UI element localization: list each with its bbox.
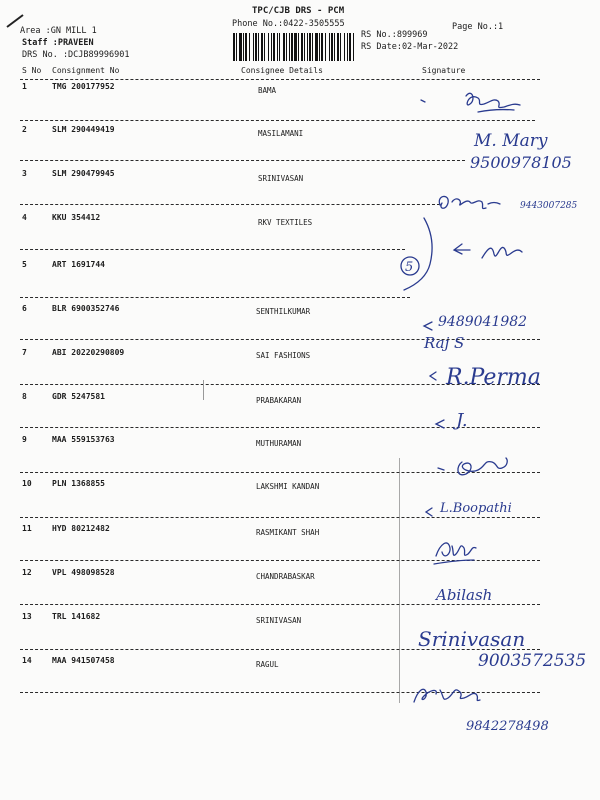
row-consignee: PRABAKARAN bbox=[256, 396, 302, 405]
row-sno: 2 bbox=[22, 125, 27, 134]
row-sno: 4 bbox=[22, 213, 27, 222]
row-consignment: ART 1691744 bbox=[52, 260, 105, 269]
row-consignment: TMG 200177952 bbox=[52, 82, 115, 91]
row-consignee: MUTHURAMAN bbox=[256, 439, 302, 448]
signature-6-phone: 9489041982 bbox=[438, 314, 528, 330]
row-sno: 6 bbox=[22, 304, 27, 313]
col-header-consignment: Consignment No bbox=[52, 66, 120, 75]
row-consignment: BLR 6900352746 bbox=[52, 304, 120, 313]
header-divider bbox=[20, 79, 540, 80]
signature-10-mark bbox=[426, 508, 432, 516]
row-divider bbox=[20, 339, 540, 340]
signature-8-name: J. bbox=[456, 410, 468, 431]
row-divider bbox=[20, 297, 410, 298]
signature-5-circled-number: 5 bbox=[405, 260, 414, 275]
rs-date: RS Date:02-Mar-2022 bbox=[361, 42, 459, 52]
signature-7-mark bbox=[430, 372, 436, 380]
signature-11-scribble bbox=[436, 543, 476, 556]
row-divider bbox=[20, 604, 540, 605]
row-sno: 1 bbox=[22, 82, 27, 91]
row-consignment: MAA 559153763 bbox=[52, 435, 115, 444]
row-sno: 13 bbox=[22, 612, 32, 621]
row-sno: 14 bbox=[22, 656, 32, 665]
signature-6-mark bbox=[424, 322, 432, 330]
row-consignment: SLM 290479945 bbox=[52, 169, 115, 178]
row-consignment: SLM 290449419 bbox=[52, 125, 115, 134]
row-divider bbox=[20, 560, 540, 561]
signature-6-name: Raj S bbox=[424, 334, 465, 352]
signature-3-scribble bbox=[439, 196, 500, 208]
row-sno: 7 bbox=[22, 348, 27, 357]
row-sno: 5 bbox=[22, 260, 27, 269]
signature-2-name: M. Mary bbox=[474, 131, 548, 151]
row-consignee: SRINIVASAN bbox=[256, 616, 302, 625]
signature-2-phone: 9500978105 bbox=[470, 153, 572, 172]
barcode-icon bbox=[231, 33, 357, 61]
signature-14-phone: 9842278498 bbox=[466, 719, 549, 734]
row-consignee: RKV TEXTILES bbox=[258, 218, 313, 227]
row-divider bbox=[20, 517, 540, 518]
row-sno: 8 bbox=[22, 392, 27, 401]
row-consignee: BAMA bbox=[258, 86, 277, 95]
row-consignment: TRL 141682 bbox=[52, 612, 101, 621]
row-consignee: CHANDRABASKAR bbox=[256, 572, 315, 581]
row-divider bbox=[20, 472, 540, 473]
row-sno: 11 bbox=[22, 524, 32, 533]
row-divider bbox=[20, 427, 540, 428]
page-number: Page No.:1 bbox=[452, 22, 504, 32]
row-divider bbox=[20, 249, 405, 250]
row-sno: 10 bbox=[22, 479, 32, 488]
row-consignee: SENTHILKUMAR bbox=[256, 307, 311, 316]
row-consignment: GDR 5247581 bbox=[52, 392, 105, 401]
signature-3-phone: 9443007285 bbox=[520, 201, 578, 211]
col-header-sno: S No bbox=[22, 66, 42, 75]
signature-4-flourish bbox=[404, 218, 470, 290]
signature-1-underline bbox=[478, 110, 514, 112]
row-divider bbox=[20, 120, 535, 121]
circled-number-icon bbox=[401, 257, 419, 275]
col-header-consignee: Consignee Details bbox=[241, 66, 323, 75]
col-header-signature: Signature bbox=[422, 66, 466, 75]
row-consignee: MASILAMANI bbox=[258, 129, 304, 138]
row-divider bbox=[20, 384, 540, 385]
row-divider bbox=[20, 160, 465, 161]
signature-10-name: L.Boopathi bbox=[440, 501, 512, 516]
row-consignee: RASMIKANT SHAH bbox=[256, 528, 320, 537]
row-consignee: RAGUL bbox=[256, 660, 279, 669]
row-consignee: LAKSHMI KANDAN bbox=[256, 482, 320, 491]
row-consignment: ABI 20220290809 bbox=[52, 348, 125, 357]
scan-line bbox=[399, 458, 400, 703]
area-label: Area :GN MILL 1 bbox=[20, 26, 97, 36]
signature-4-scribble bbox=[482, 247, 522, 258]
row-consignment: PLN 1368855 bbox=[52, 479, 105, 488]
row-consignment: HYD 80212482 bbox=[52, 524, 110, 533]
row-consignee: SAI FASHIONS bbox=[256, 351, 311, 360]
signature-12-name: Abilash bbox=[436, 586, 493, 604]
row-consignment: VPL 498098528 bbox=[52, 568, 115, 577]
row-consignment: KKU 354412 bbox=[52, 213, 101, 222]
row-divider bbox=[20, 649, 540, 650]
signature-1-scribble bbox=[421, 93, 520, 107]
rs-number: RS No.:899969 bbox=[361, 30, 428, 40]
row-sno: 9 bbox=[22, 435, 27, 444]
signature-7-name: R.Perma bbox=[446, 365, 541, 390]
phone-number: Phone No.:0422-3505555 bbox=[232, 19, 345, 29]
pen-mark bbox=[203, 380, 204, 400]
row-sno: 12 bbox=[22, 568, 32, 577]
drs-number: DRS No. :DCJB89996901 bbox=[22, 50, 130, 60]
document-title: TPC/CJB DRS - PCM bbox=[252, 6, 345, 16]
row-divider bbox=[20, 692, 540, 693]
row-divider bbox=[20, 204, 440, 205]
row-sno: 3 bbox=[22, 169, 27, 178]
row-consignee: SRINIVASAN bbox=[258, 174, 304, 183]
signature-13-phone: 9003572535 bbox=[478, 651, 587, 671]
row-consignment: MAA 941507458 bbox=[52, 656, 115, 665]
staff-label: Staff :PRAVEEN bbox=[22, 38, 94, 48]
signature-13-name: Srinivasan bbox=[418, 627, 526, 651]
